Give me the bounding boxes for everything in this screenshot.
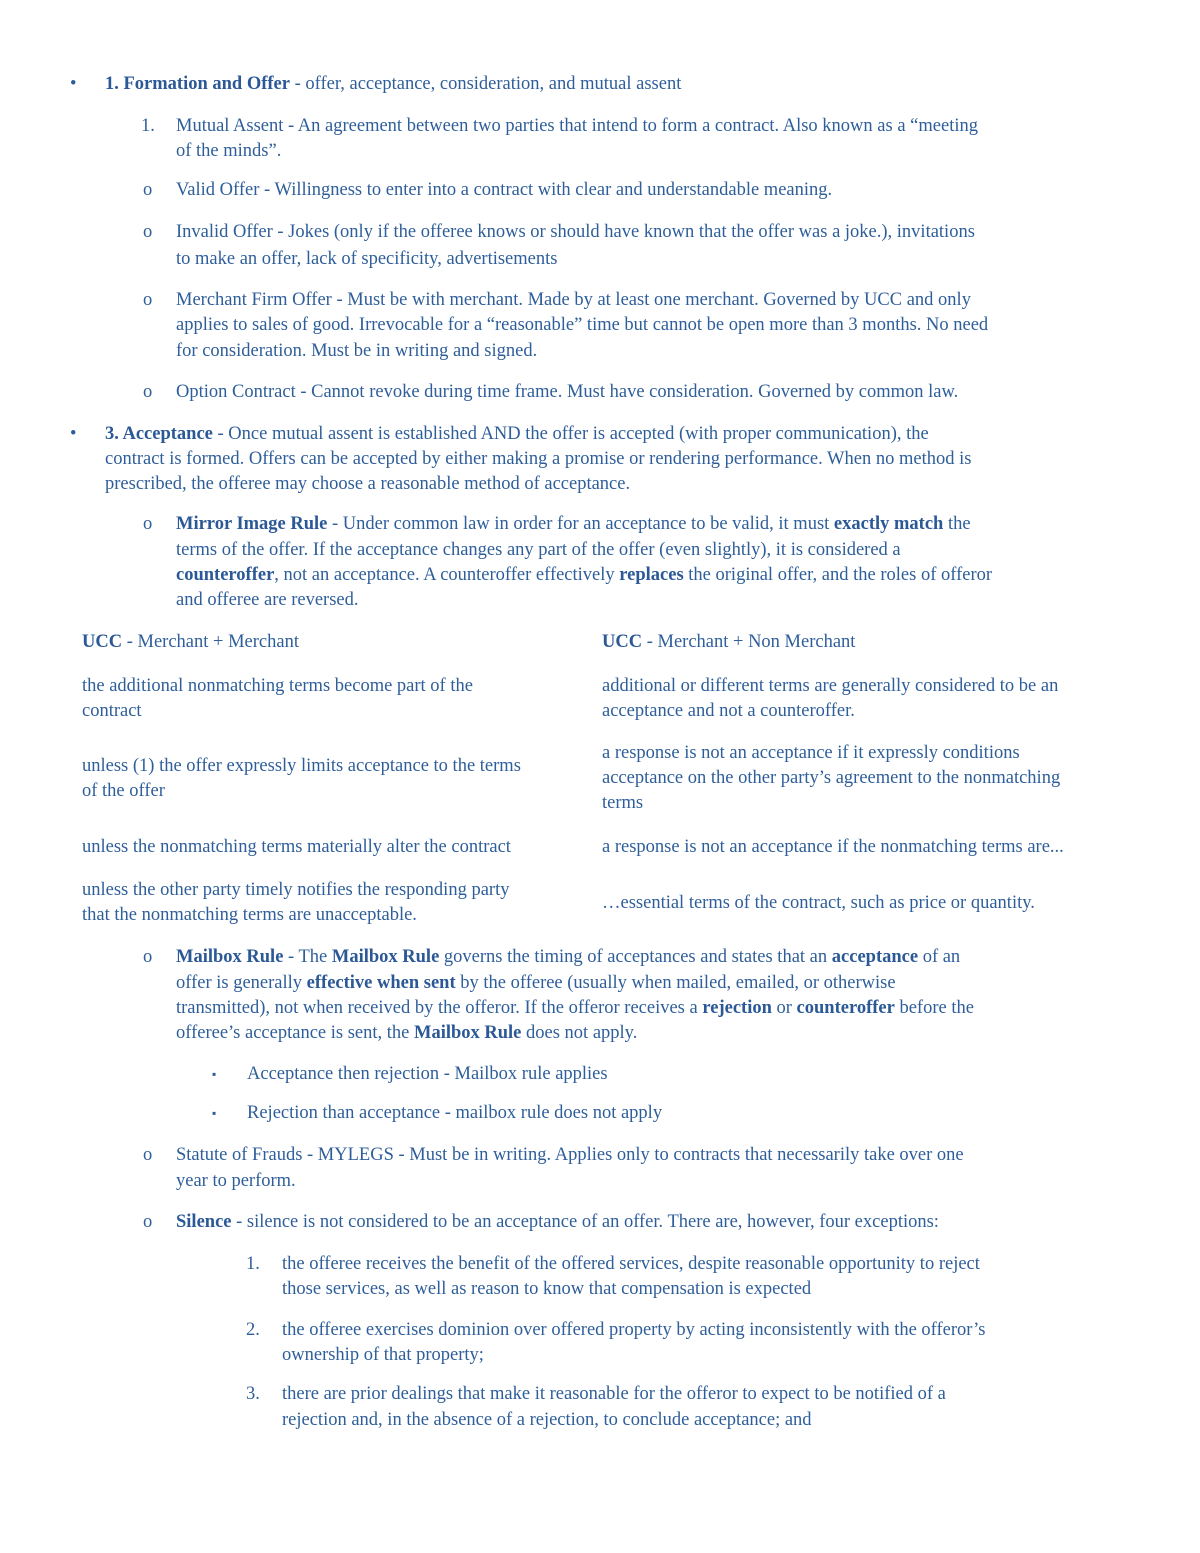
silence-exception-line: rejection and, in the absence of a rejection, to conclude acceptance; and	[282, 1410, 812, 1430]
list-marker: 1.	[141, 116, 155, 136]
mutual-assent-line-1: Mutual Assent - An agreement between two parties that intend to form a contract. Also known as a “meeting	[176, 116, 978, 136]
mirror-rule-emphasis: exactly match	[833, 514, 944, 534]
mirror-rule-line-1	[176, 512, 971, 537]
mirror-rule-line-2: terms of the offer. If the acceptance changes any part of the offer (even slightly), it is considered a	[176, 540, 901, 560]
mirror-rule-emphasis: counteroffer	[176, 565, 275, 585]
mirror-rule-text: , not an acceptance. A counteroffer effectively	[274, 565, 620, 585]
mailbox-rule-title: Mailbox Rule	[176, 947, 284, 967]
valid-offer-line: Valid Offer - Willingness to enter into a contract with clear and understandable meaning.	[176, 180, 833, 200]
list-marker: o	[143, 290, 153, 310]
silence-exception-line: those services, as well as reason to know that compensation is expected	[282, 1279, 812, 1299]
ucc-header-text: - Merchant + Non Merchant	[642, 632, 856, 652]
statute-line-2: year to perform.	[176, 1171, 296, 1191]
acceptance-text-2: contract is formed. Offers can be accepted by either making a promise or rendering performance. When no method is	[105, 449, 972, 469]
mailbox-text: transmitted), not when received by the offeror. If the offeror receives a	[176, 998, 703, 1018]
table-cell-line: acceptance on the other party’s agreement to the nonmatching	[602, 768, 1061, 788]
mirror-rule-line-4: and offeree are reversed.	[176, 590, 359, 610]
mailbox-text: offer is generally	[176, 973, 307, 993]
merchant-firm-offer-line-2: applies to sales of good. Irrevocable for a “reasonable” time but cannot be open more than 3 months. No need	[176, 315, 989, 335]
list-marker: o	[143, 180, 153, 200]
list-marker: o	[143, 947, 153, 967]
ucc-label: UCC	[602, 632, 643, 652]
mirror-rule-title: Mirror Image Rule	[176, 514, 328, 534]
formation-heading-rest: - offer, acceptance, consideration, and mutual assent	[289, 74, 682, 94]
silence-exception-line: the offeree exercises dominion over offered property by acting inconsistently with the offeror’s	[282, 1320, 986, 1340]
mailbox-emphasis: effective when sent	[306, 973, 456, 993]
ucc-header-text: - Merchant + Merchant	[122, 632, 299, 652]
list-marker: o	[143, 1145, 153, 1165]
table-cell-line: of the offer	[82, 781, 165, 801]
table-cell-line: …essential terms of the contract, such as price or quantity.	[602, 893, 1035, 913]
mailbox-emphasis: Mailbox Rule	[331, 947, 440, 967]
mailbox-sub-item: Acceptance then rejection - Mailbox rule applies	[247, 1064, 608, 1084]
ucc-label: UCC	[82, 632, 123, 652]
mailbox-rule-line-2	[176, 971, 896, 996]
list-marker: 3.	[246, 1384, 260, 1404]
list-marker: o	[143, 1212, 153, 1232]
list-marker: 2.	[246, 1320, 260, 1340]
mailbox-text: governs the timing of acceptances and states that an	[439, 947, 832, 967]
table-cell-line: contract	[82, 701, 142, 721]
mailbox-rule-line-4	[176, 1021, 637, 1046]
table-cell-line: the additional nonmatching terms become part of the	[82, 676, 473, 696]
silence-line	[176, 1210, 939, 1235]
acceptance-text-3: prescribed, the offeree may choose a reasonable method of acceptance.	[105, 474, 631, 494]
mailbox-emphasis: rejection	[702, 998, 772, 1018]
table-cell-line: additional or different terms are generally considered to be an	[602, 676, 1059, 696]
option-contract-line: Option Contract - Cannot revoke during time frame. Must have consideration. Governed by common law.	[176, 382, 959, 402]
formation-heading: 1. Formation and Offer	[105, 74, 290, 94]
mailbox-text: of an	[918, 947, 961, 967]
bullet-marker: •	[70, 74, 77, 94]
mailbox-rule-line-1	[176, 945, 960, 970]
list-marker: o	[143, 514, 153, 534]
statute-line-1: Statute of Frauds - MYLEGS - Must be in writing. Applies only to contracts that necessarily take over one	[176, 1145, 964, 1165]
mailbox-text: - The	[283, 947, 332, 967]
list-marker: 1.	[246, 1254, 260, 1274]
mutual-assent-line-2: of the minds”.	[176, 141, 282, 161]
list-marker: o	[143, 222, 153, 242]
list-marker: o	[143, 382, 153, 402]
mailbox-sub-item: Rejection than acceptance - mailbox rule does not apply	[247, 1103, 663, 1123]
mailbox-text: by the offeree (usually when mailed, emailed, or otherwise	[455, 973, 896, 993]
silence-exception-line: the offeree receives the benefit of the offered services, despite reasonable opportunity to reject	[282, 1254, 980, 1274]
mailbox-emphasis: Mailbox Rule	[413, 1023, 522, 1043]
square-bullet-icon: ▪	[212, 1106, 217, 1120]
mirror-rule-line-3	[176, 563, 992, 588]
formation-heading-line	[105, 72, 681, 97]
table-cell-line: a response is not an acceptance if it expressly conditions	[602, 743, 1020, 763]
mirror-rule-text: the original offer, and the roles of offeror	[683, 565, 993, 585]
table-cell-line: acceptance and not a counteroffer.	[602, 701, 855, 721]
mailbox-text: before the	[894, 998, 974, 1018]
merchant-firm-offer-line-1: Merchant Firm Offer - Must be with merchant. Made by at least one merchant. Governed by UCC and only	[176, 290, 971, 310]
table-cell-line: unless the nonmatching terms materially alter the contract	[82, 837, 511, 857]
silence-exception-line: ownership of that property;	[282, 1345, 484, 1365]
mirror-rule-emphasis: replaces	[619, 565, 684, 585]
table-cell-line: terms	[602, 793, 644, 813]
silence-exception-line: there are prior dealings that make it reasonable for the offeror to expect to be notified of a	[282, 1384, 946, 1404]
ucc-left-header	[82, 630, 299, 655]
table-cell-line: unless the other party timely notifies the responding party	[82, 880, 510, 900]
silence-text: - silence is not considered to be an acceptance of an offer. There are, however, four exceptions:	[231, 1212, 939, 1232]
acceptance-heading: 3. Acceptance	[105, 424, 213, 444]
mirror-rule-text: the	[943, 514, 971, 534]
invalid-offer-line-2: to make an offer, lack of specificity, advertisements	[176, 249, 558, 269]
mailbox-emphasis: acceptance	[831, 947, 919, 967]
mailbox-emphasis: counteroffer	[796, 998, 895, 1018]
mailbox-text: does not apply.	[521, 1023, 638, 1043]
ucc-right-header	[602, 630, 855, 655]
mailbox-text: or	[771, 998, 797, 1018]
mailbox-text: offeree’s acceptance is sent, the	[176, 1023, 414, 1043]
acceptance-heading-line	[105, 422, 929, 447]
mailbox-rule-line-3	[176, 996, 974, 1021]
invalid-offer-line-1: Invalid Offer - Jokes (only if the offeree knows or should have known that the offer was a joke.), invitations	[176, 222, 975, 242]
mirror-rule-text: - Under common law in order for an acceptance to be valid, it must	[327, 514, 834, 534]
bullet-marker: •	[70, 424, 77, 444]
table-cell-line: a response is not an acceptance if the nonmatching terms are...	[602, 837, 1064, 857]
merchant-firm-offer-line-3: for consideration. Must be in writing and signed.	[176, 341, 538, 361]
table-cell-line: unless (1) the offer expressly limits acceptance to the terms	[82, 756, 521, 776]
silence-title: Silence	[176, 1212, 232, 1232]
square-bullet-icon: ▪	[212, 1067, 217, 1081]
acceptance-text-1: - Once mutual assent is established AND the offer is accepted (with proper communication), the	[212, 424, 929, 444]
table-cell-line: that the nonmatching terms are unacceptable.	[82, 905, 417, 925]
